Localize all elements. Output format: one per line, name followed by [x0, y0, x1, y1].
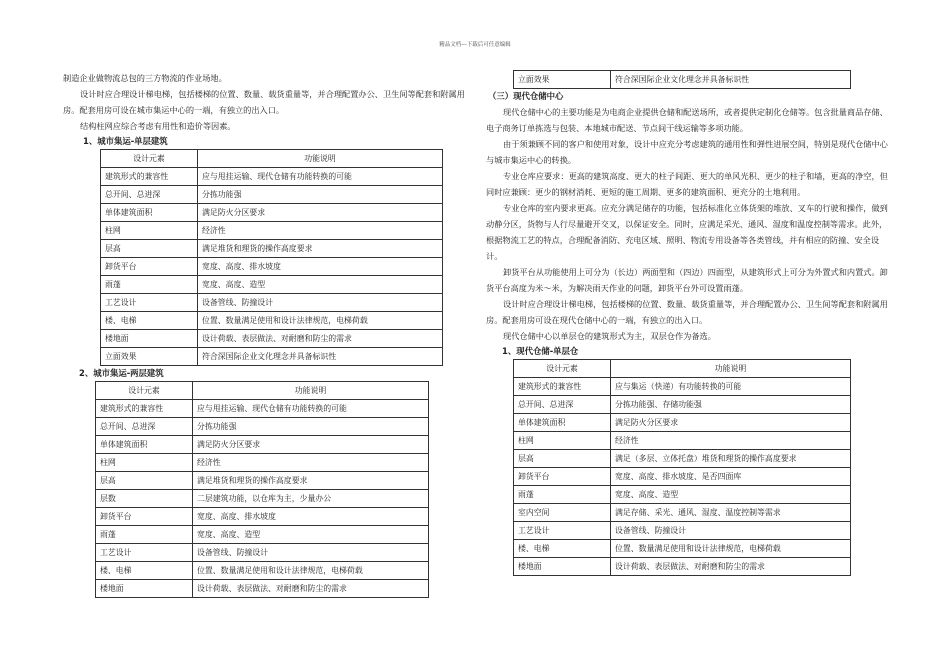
table-row	[96, 526, 429, 544]
table-row	[101, 330, 443, 348]
table-cell: 位置、数量满足使用和设计法律规范，电梯荷载	[198, 312, 443, 330]
section-heading: 1、城市集运-单层建筑	[83, 136, 168, 146]
table-row	[514, 540, 851, 558]
table-cell: 宽度、高度、造型	[198, 276, 443, 294]
table-cell: 宽度、高度、造型	[193, 526, 429, 544]
paragraph: 设计时应合理设计梯电梯，包括楼梯的位置、数量、载货重量等，并合理配置办公、卫生间等配套和附属用房。配套用房可设在现代仓储中心的一端，有独立的出入口。	[486, 299, 888, 325]
table-cell: 卸货平台	[101, 258, 198, 276]
table-continuation	[513, 70, 851, 89]
page-header: 精品文档---下载后可任意编辑	[439, 42, 511, 48]
table-cell: 宽度、高度、排水坡度	[198, 258, 443, 276]
table-cell: 建筑形式的兼容性	[101, 168, 198, 186]
table-cell: 室内空间	[514, 504, 611, 522]
paragraph: 由于须兼顾不同的客户和使用对象，设计中应充分考虑建筑的通用性和弹性进展空间，特别是现代仓储中心与城市集运中心的转换。	[486, 139, 888, 165]
table-cell: 总开间、总进深	[101, 186, 198, 204]
table-cell: 设计荷载、表层做法、对耐磨和防尘的需求	[611, 558, 851, 576]
table-row	[514, 504, 851, 522]
table-row	[96, 508, 429, 526]
design-table-two-storey	[95, 381, 429, 598]
paragraph: 结构柱网应综合考虑有用性和造价等因素。	[80, 121, 236, 131]
table-cell: 雨蓬	[101, 276, 198, 294]
table-cell: 工艺设计	[514, 522, 611, 540]
table-row	[101, 276, 443, 294]
table-cell: 满足防火分区要求	[193, 436, 429, 454]
table-row	[96, 544, 429, 562]
section-heading: 1、现代仓储-单层仓	[502, 346, 579, 356]
table-cell: 立面效果	[101, 348, 198, 366]
table-row	[96, 472, 429, 490]
table-cell: 经济性	[193, 454, 429, 472]
table-cell: 二层建筑功能，以仓库为主，少量办公	[193, 490, 429, 508]
right-column	[486, 70, 891, 576]
table-cell: 设备管线、防撞设计	[198, 294, 443, 312]
table-cell: 单体建筑面积	[101, 204, 198, 222]
table-cell: 楼、电梯	[96, 562, 193, 580]
table-row	[101, 258, 443, 276]
paragraph: 专业仓库应要求：更高的建筑高度、更大的柱子间距、更大的单风光积、更少的柱子和墙，更高的净空，但同时应兼顾：更少的钢材消耗、更短的施工周期、更多的建筑面积、更充分的土地利用。	[486, 171, 888, 197]
table-cell: 工艺设计	[96, 544, 193, 562]
table-cell: 单体建筑面积	[96, 436, 193, 454]
table-cell: 位置、数量满足使用和设计法律规范，电梯荷载	[611, 540, 851, 558]
table-cell: 应与甩挂运输、现代仓储有功能转换的可能	[193, 400, 429, 418]
table-cell: 单体建筑面积	[514, 414, 611, 432]
paragraph: 设计时应合理设计梯电梯，包括楼梯的位置、数量、载货重量等，并合理配置办公、卫生间等配套和附属用房。配套用房可设在城市集运中心的一端，有独立的出入口。	[63, 89, 465, 115]
table-cell: 设备管线、防撞设计	[193, 544, 429, 562]
table-row	[514, 432, 851, 450]
table-cell: 楼、电梯	[514, 540, 611, 558]
table-cell: 宽度、高度、排水坡度、是否四面库	[611, 468, 851, 486]
table-cell: 满足（多层、立体托盘）堆货和理货的操作高度要求	[611, 450, 851, 468]
table-cell: 柱网	[514, 432, 611, 450]
table-row	[96, 580, 429, 598]
section-heading: 2、城市集运-两层建筑	[79, 368, 164, 378]
table-row	[514, 71, 851, 89]
table-row	[101, 204, 443, 222]
table-header: 设计元素	[514, 360, 611, 378]
table-cell: 楼地面	[96, 580, 193, 598]
left-column	[63, 70, 468, 598]
table-header: 设计元素	[96, 382, 193, 400]
paragraph: 现代仓储中心的主要功能是为电商企业提供仓储和配送场所，或者提供定制化仓储等。包含批量商品存储、电子商务订单拣选与包装、本地城市配送、节点间干线运输等多项功能。	[486, 107, 888, 133]
table-cell: 卸货平台	[514, 468, 611, 486]
table-cell: 设备管线、防撞设计	[611, 522, 851, 540]
table-row	[514, 486, 851, 504]
table-row	[101, 240, 443, 258]
table-cell: 位置、数量满足使用和设计法律规范，电梯荷载	[193, 562, 429, 580]
table-row	[96, 562, 429, 580]
table-row	[514, 558, 851, 576]
table-row	[101, 348, 443, 366]
table-row	[96, 418, 429, 436]
table-header: 功能说明	[193, 382, 429, 400]
table-row	[101, 168, 443, 186]
table-cell: 总开间、总进深	[514, 396, 611, 414]
table-row	[514, 450, 851, 468]
table-header: 功能说明	[198, 150, 443, 168]
table-cell: 层高	[96, 472, 193, 490]
table-cell: 符合深国际企业文化理念并具备标识性	[611, 71, 851, 89]
table-cell: 满足堆货和理货的操作高度要求	[198, 240, 443, 258]
design-table-single-storey	[100, 149, 443, 366]
table-row	[514, 468, 851, 486]
table-cell: 宽度、高度、排水坡度	[193, 508, 429, 526]
table-row	[101, 186, 443, 204]
table-row	[514, 378, 851, 396]
table-cell: 总开间、总进深	[96, 418, 193, 436]
table-cell: 满足防火分区要求	[611, 414, 851, 432]
paragraph: 卸货平台从功能使用上可分为（长边）两面型和（四边）四面型，从建筑形式上可分为外置式和内置式。卸货平台高度为米～米，为解决雨天作业的问题，卸货平台外可设置雨蓬。	[486, 267, 888, 293]
table-cell: 应与集运（快递）有功能转换的可能	[611, 378, 851, 396]
table-cell: 经济性	[611, 432, 851, 450]
table-cell: 雨蓬	[96, 526, 193, 544]
table-cell: 符合深国际企业文化理念并具备标识性	[198, 348, 443, 366]
table-cell: 满足存储、采光、通风、湿度、温度控制等需求	[611, 504, 851, 522]
section-heading: （三）现代仓储中心	[488, 91, 564, 101]
paragraph: 专业仓库的室内要求更高。应充分满足储存的功能，包括标准化立体货架的堆放、叉车的行驶和操作，做到动静分区，货物与人行尽量避开交叉，以保证安全。同时，应满足采光、通风、湿度和温度控制等需求。此外，根据物流工艺的特点，合理配备消防、充电区域、照明、物流专用设备等各类管线，并有相应的防撞、安全设计。	[486, 203, 888, 261]
table-cell: 层高	[514, 450, 611, 468]
table-cell: 建筑形式的兼容性	[96, 400, 193, 418]
table-row	[101, 294, 443, 312]
table-cell: 立面效果	[514, 71, 611, 89]
table-cell: 楼地面	[514, 558, 611, 576]
table-row	[101, 222, 443, 240]
table-cell: 层高	[101, 240, 198, 258]
table-cell: 满足防火分区要求	[198, 204, 443, 222]
table-row	[96, 454, 429, 472]
table-header: 设计元素	[101, 150, 198, 168]
table-row	[96, 436, 429, 454]
table-cell: 分拣功能强、存储功能强	[611, 396, 851, 414]
table-cell: 分拣功能强	[193, 418, 429, 436]
paragraph: 制造企业做物流总包的三方物流的作业场地。	[63, 73, 227, 83]
table-cell: 柱网	[96, 454, 193, 472]
table-cell: 分拣功能强	[198, 186, 443, 204]
paragraph: 现代仓储中心以单层仓的建筑形式为主，双层仓作为备选。	[503, 331, 716, 341]
table-cell: 设计荷载、表层做法、对耐磨和防尘的需求	[198, 330, 443, 348]
table-row	[514, 396, 851, 414]
table-cell: 楼、电梯	[101, 312, 198, 330]
table-cell: 经济性	[198, 222, 443, 240]
table-cell: 满足堆货和理货的操作高度要求	[193, 472, 429, 490]
design-table-warehouse-single	[513, 359, 851, 576]
table-cell: 柱网	[101, 222, 198, 240]
table-row	[101, 312, 443, 330]
table-cell: 雨蓬	[514, 486, 611, 504]
table-cell: 卸货平台	[96, 508, 193, 526]
table-header: 功能说明	[611, 360, 851, 378]
table-row	[514, 522, 851, 540]
table-cell: 应与甩挂运输、现代仓储有功能转换的可能	[198, 168, 443, 186]
table-cell: 层数	[96, 490, 193, 508]
table-row	[514, 414, 851, 432]
table-cell: 建筑形式的兼容性	[514, 378, 611, 396]
table-row	[96, 400, 429, 418]
table-cell: 设计荷载、表层做法、对耐磨和防尘的需求	[193, 580, 429, 598]
table-row	[96, 490, 429, 508]
table-cell: 楼地面	[101, 330, 198, 348]
table-cell: 工艺设计	[101, 294, 198, 312]
table-cell: 宽度、高度、造型	[611, 486, 851, 504]
